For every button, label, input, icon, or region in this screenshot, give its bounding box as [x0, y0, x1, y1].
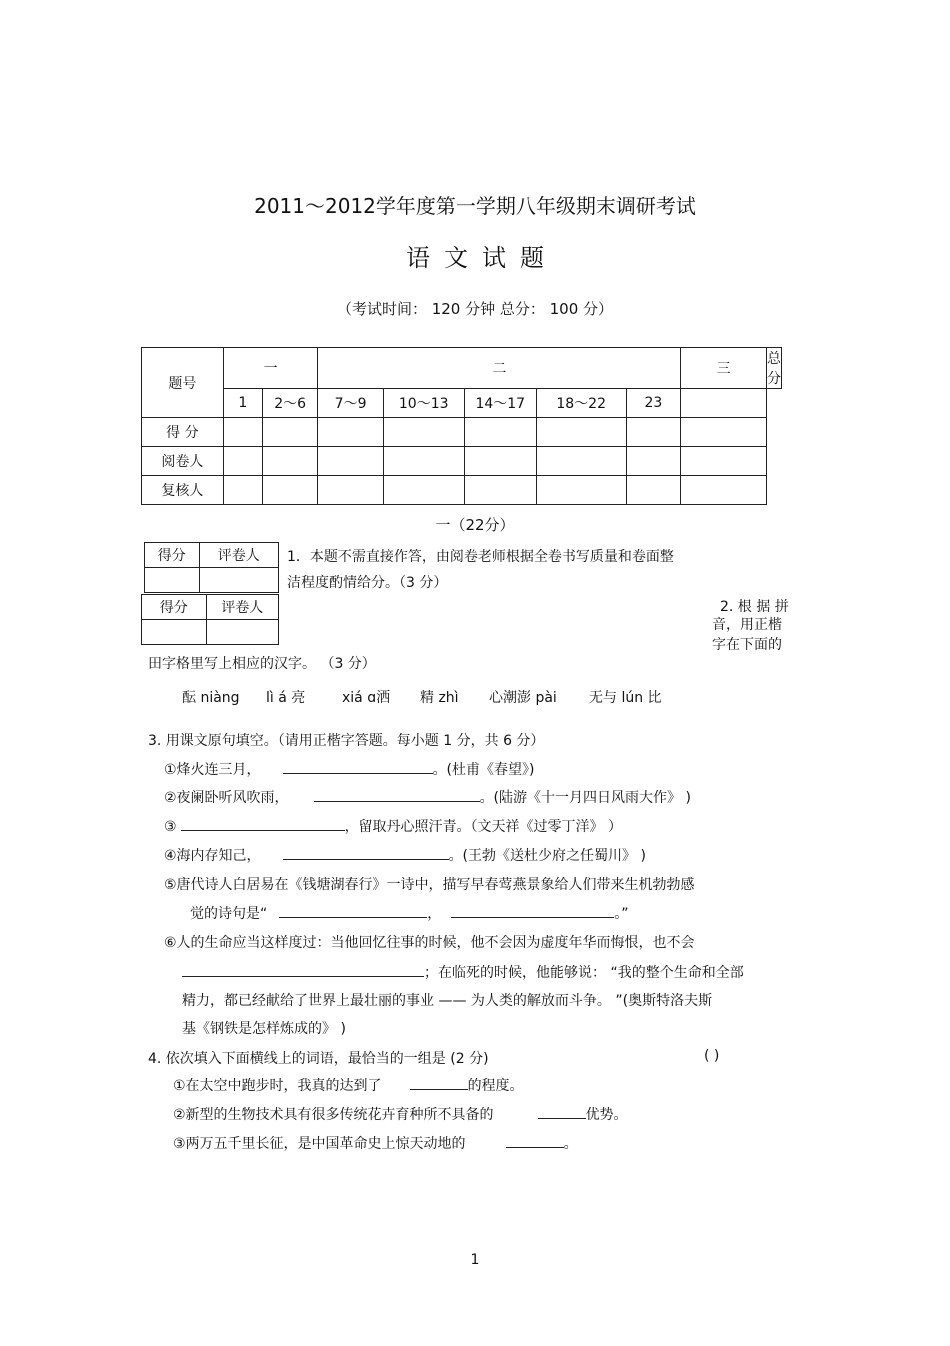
grader-label: 评卷人 [206, 595, 278, 620]
answer-parenthesis[interactable]: ( ) [704, 1048, 720, 1064]
group-three: 三 [681, 348, 767, 389]
table-row [142, 476, 782, 505]
group-two: 二 [318, 348, 681, 389]
grader-label: 评卷人 [199, 543, 278, 568]
answer-blank[interactable] [538, 1104, 586, 1119]
score-label: 得分 [142, 595, 207, 620]
q3-item-3: ③ ，留取丹心照汗青。（文天祥《过零丁洋》 ） [164, 816, 622, 836]
q3-prompt: 3. 用课文原句填空。（请用正楷字答题。每小题 1 分，共 6 分） [148, 733, 545, 749]
q3-item-1: ①烽火连三月， 。(杜甫《春望》) [164, 759, 535, 779]
q1-line1: 1．本题不需直接作答，由阅卷老师根据全卷书写质量和卷面整 [287, 549, 674, 565]
answer-blank[interactable] [279, 903, 427, 918]
row-label: 阅卷人 [142, 447, 224, 476]
answer-blank[interactable] [410, 1075, 468, 1090]
answer-blank[interactable] [314, 787, 480, 802]
pinyin-item: 无与 lún 比 [589, 690, 662, 706]
pinyin-item: xiá ɑ洒 [342, 690, 391, 706]
table-row [142, 447, 782, 476]
pinyin-item: 心潮澎 pài [489, 690, 557, 706]
q2-line3: 字在下面的 [712, 637, 782, 653]
question-col: 7～9 [318, 389, 383, 418]
q3-item-6-line3: 精力，都已经献给了世界上最壮丽的事业 —— 为人类的解放而斗争。 ”(奥斯特洛夫斯 [182, 993, 713, 1009]
q3-item-2: ②夜阑卧听风吹雨， 。(陆游《十一月四日风雨大作》 ) [164, 787, 691, 807]
q3-item-4: ④海内存知己， 。(王勃《送杜少府之任蜀川》 ) [164, 845, 646, 865]
exam-title: 2011～2012学年度第一学期八年级期末调研考试 [254, 194, 696, 218]
q3-item-6-line4: 基《钢铁是怎样炼成的》 ) [182, 1021, 346, 1037]
pinyin-item: lì á 亮 [266, 690, 306, 706]
answer-blank[interactable] [283, 759, 433, 774]
answer-blank[interactable] [451, 903, 614, 918]
pinyin-item: 精 zhì [420, 690, 459, 706]
question-number-header: 题号 [142, 348, 224, 418]
answer-blank[interactable] [182, 962, 424, 977]
group-one: 一 [223, 348, 318, 389]
empty-cell [681, 389, 767, 418]
q4-item-1: ①在太空中跑步时，我真的达到了 的程度。 [173, 1075, 524, 1095]
q4-item-3: ③两万五千里长征，是中国革命史上惊天动地的 。 [173, 1133, 578, 1153]
row-label: 复核人 [142, 476, 224, 505]
answer-blank[interactable] [181, 816, 345, 831]
pinyin-item: 酝 niàng [182, 690, 240, 706]
q3-item-5: ⑤唐代诗人白居易在《钱塘湖春行》一诗中，描写早春莺燕景象给人们带来生机勃勃感 [164, 877, 695, 893]
row-label: 得 分 [142, 418, 224, 447]
subject-title: 语文试题 [406, 244, 558, 272]
answer-blank[interactable] [283, 845, 449, 860]
question-col: 18～22 [536, 389, 626, 418]
score-table [141, 347, 782, 505]
page-number: 1 [470, 1252, 480, 1268]
table-row [142, 418, 782, 447]
answer-blank[interactable] [506, 1133, 564, 1148]
q3-item-6: ⑥人的生命应当这样度过：当他回忆往事的时候，他不会因为虚度年华而悔恨，也不会 [164, 935, 695, 951]
q4-prompt: 4. 依次填入下面横线上的词语，最恰当的一组是 (2 分) [148, 1051, 489, 1067]
group-total: 总 分 [767, 348, 782, 389]
question-col: 23 [626, 389, 681, 418]
question-col: 2～6 [262, 389, 318, 418]
q3-item-6-line2: ；在临死的时候，他能够说： “我的整个生命和全部 [182, 962, 744, 982]
question-col: 1 [223, 389, 262, 418]
q2-line4: 田字格里写上相应的汉字。 （3 分） [148, 656, 376, 672]
q2-line2: 音，用正楷 [712, 617, 782, 633]
grader-box-1 [144, 542, 279, 593]
question-col: 14～17 [464, 389, 536, 418]
q3-item-5-line2: 觉的诗句是“ ， 。” [190, 903, 629, 923]
q2-line1: 2. 根 据 拼 [720, 599, 789, 615]
question-col: 10～13 [383, 389, 464, 418]
q1-line2: 洁程度酌情给分。（3 分） [287, 575, 448, 591]
q4-item-2: ②新型的生物技术具有很多传统花卉育种所不具备的 优势。 [173, 1104, 628, 1124]
score-label: 得分 [145, 543, 200, 568]
section-one-heading: 一（22分） [435, 516, 515, 534]
exam-info: （考试时间： 120 分钟 总分： 100 分） [336, 300, 614, 318]
grader-box-2 [141, 594, 279, 645]
